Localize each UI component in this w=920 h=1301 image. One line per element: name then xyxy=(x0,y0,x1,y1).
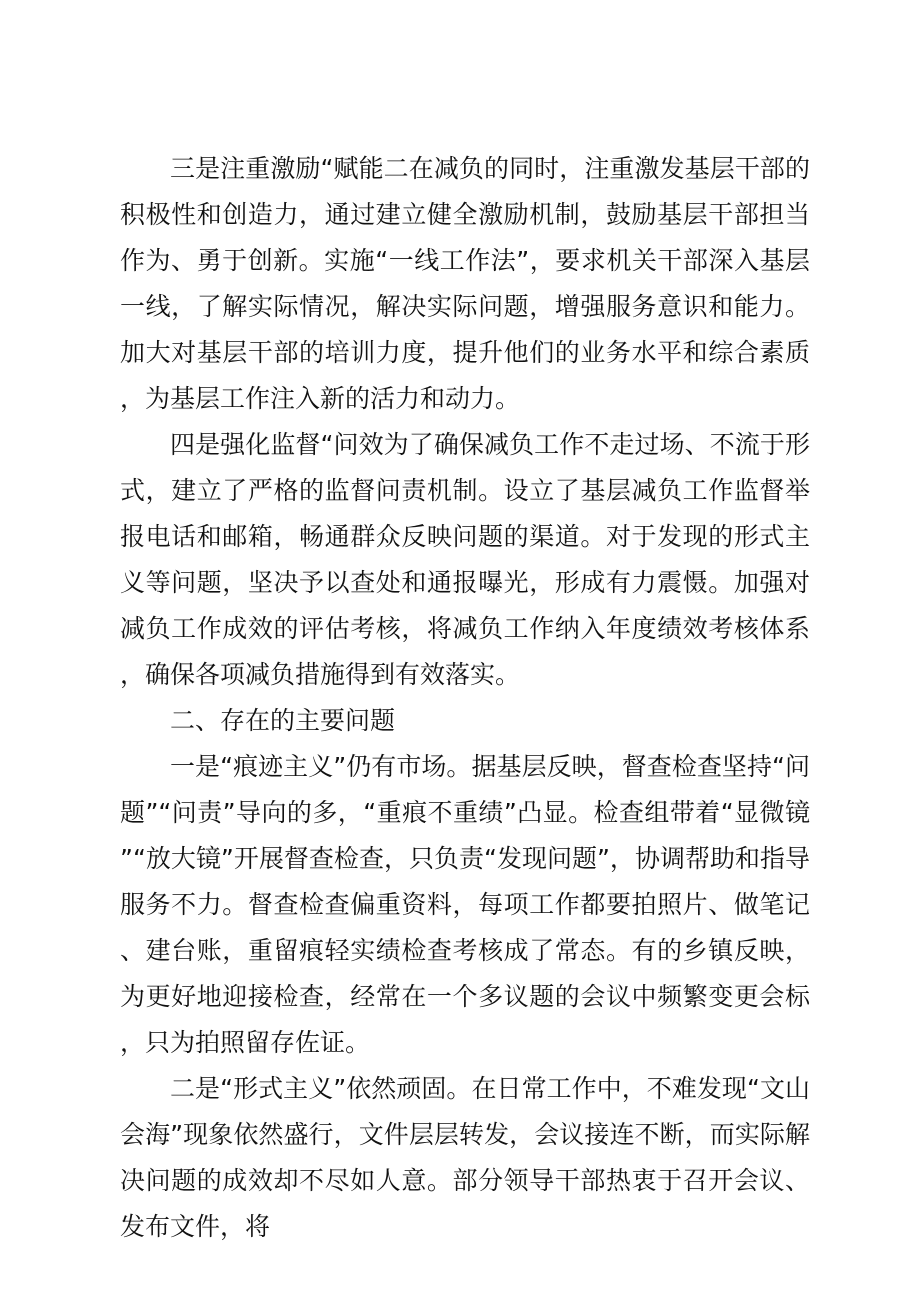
paragraph-formalism: 二是“形式主义”依然顽固。在日常工作中，不难发现“文山会海”现象依然盛行，文件层层转发，会议接连不断，而实际解决问题的成效却不尽如人意。部分领导干部热衷于召开会议、发布文件，将 xyxy=(120,1074,810,1241)
document-body xyxy=(120,146,810,1250)
paragraph-supervision: 四是强化监督“问效为了确保减负工作不走过场、不流于形式，建立了严格的监督问责机制。设立了基层减负工作监督举报电话和邮箱，畅通群众反映问题的渠道。对于发现的形式主义等问题，坚决予以查处和通报曝光，形成有力震慑。加强对减负工作成效的评估考核，将减负工作纳入年度绩效考核体系，确保各项减负措施得到有效落实。 xyxy=(120,430,810,689)
paragraph-trace-formalism: 一是“痕迹主义”仍有市场。据基层反映，督查检查坚持“问题”“问责”导向的多，“重痕不重绩”凸显。检查组带着“显微镜”“放大镜”开展督查检查，只负责“发现问题”，协调帮助和指导服务不力。督查检查偏重资料，每项工作都要拍照片、做笔记、建台账，重留痕轻实绩检查考核成了常态。有的乡镇反映，为更好地迎接检查，经常在一个多议题的会议中频繁变更会标，只为拍照留存佐证。 xyxy=(120,752,810,1057)
section-heading: 二、存在的主要问题 xyxy=(170,706,396,735)
paragraph-incentive: 三是注重激励“赋能二在减负的同时，注重激发基层干部的积极性和创造力，通过建立健全激励机制，鼓励基层干部担当作为、勇于创新。实施“一线工作法”，要求机关干部深入基层一线，了解实际情况，解决实际问题，增强服务意识和能力。加大对基层干部的培训力度，提升他们的业务水平和综合素质，为基层工作注入新的活力和动力。 xyxy=(120,154,810,413)
